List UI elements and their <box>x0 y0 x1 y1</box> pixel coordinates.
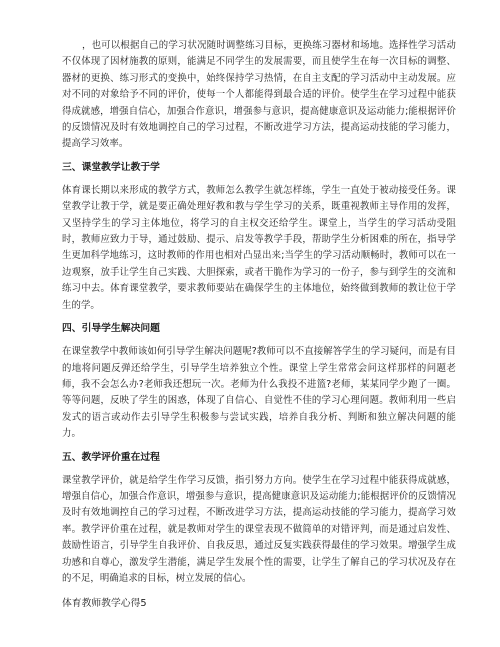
paragraph-evaluation-process: 课堂教学评价，就是给学生作学习反馈，指引努力方向。使学生在学习过程中能获得成就感，增强自信心，加强合作意识，增强参与意识，提高健康意识及运动能力;能根据评价的反馈情况及时有效地调控自己的学习过程，不断改进学习方法，提高运动技能的学习能力，提高学习效率。教学评价重在过程，就是教师对学生的课堂表现不做简单的对错评判，而是通过启发性、鼓励性语言，引导学生自我评价、自我反思，通过反复实践获得最佳的学习效果。增强学生成功感和自尊心，激发学生潜能，满足学生发展个性的需要，让学生了解自己的学习状况及存在的不足，明确追求的目标，树立发展的信心。 <box>62 474 456 584</box>
next-article-title: 体育教师教学心得5 <box>62 598 147 610</box>
heading-section-3: 三、课堂教学让教于学 <box>62 161 160 173</box>
paragraph-selective-learning: ，也可以根据自己的学习状况随时调整练习目标，更换练习器材和场地。选择性学习活动不仅体现了因材施教的原则，能满足不同学生的发展需要，而且使学生在每一次目标的调整、器材的更换、练习形式的变换中，始终保持学习热情，在自主支配的学习活动中主动发展。应对不同的对象给予不同的评价，使每一个人都能得到最合适的评价。使学生在学习过程中能获得成就感，增强自信心，加强合作意识，增强参与意识，提高健康意识及运动能力;能根据评价的反馈情况及时有效地调控自己的学习过程，不断改进学习方法，提高运动技能的学习能力，提高学习效率。 <box>62 40 456 150</box>
heading-section-5: 五、教学评价重在过程 <box>62 451 160 463</box>
paragraph-teaching-to-learning: 体育课长期以来形成的教学方式，教师怎么教学生就怎样练，学生一直处于被动接受任务。课堂教学让教于学，就是要正确处理好教和教与学生学习的关系，既重视教师主导作用的发挥，又坚持学生的学习主体地位，将学习的自主权交还给学生。课堂上，当学生的学习活动受阻时，教师应致力于导，通过鼓励、提示、启发等教学手段，帮助学生分析困难的所在，指导学生更加科学地练习，这时教师的作用也相对凸显出来;当学生的学习活动顺畅时，教师可以在一边观察，放手让学生自己实践、大胆探索，或者干脆作为学习的一份子，参与到学生的交流和练习中去。体育课堂教学，要求教师要站在确保学生的主体地位，始终做到教师的教让位于学生的学。 <box>62 184 456 311</box>
heading-section-4: 四、引导学生解决问题 <box>62 323 160 335</box>
paragraph-problem-solving: 在课堂教学中教师该如何引导学生解决问题呢?教师可以不直接解答学生的学习疑问，而是有目的地将问题反弹还给学生，引导学生培养独立个性。课堂上学生常常会问这样那样的问题老师，我不会怎么办?老师我还想玩一次。老师为什么我投不进篮?老师，某某同学少跑了一圈。等等问题，反映了学生的困惑，体现了自信心、自觉性不佳的学习心理问题。教师利用一些启发式的语言或动作去引导学生积极参与尝试实践，培养自我分析、判断和独立解决问题的能力。 <box>62 346 456 440</box>
